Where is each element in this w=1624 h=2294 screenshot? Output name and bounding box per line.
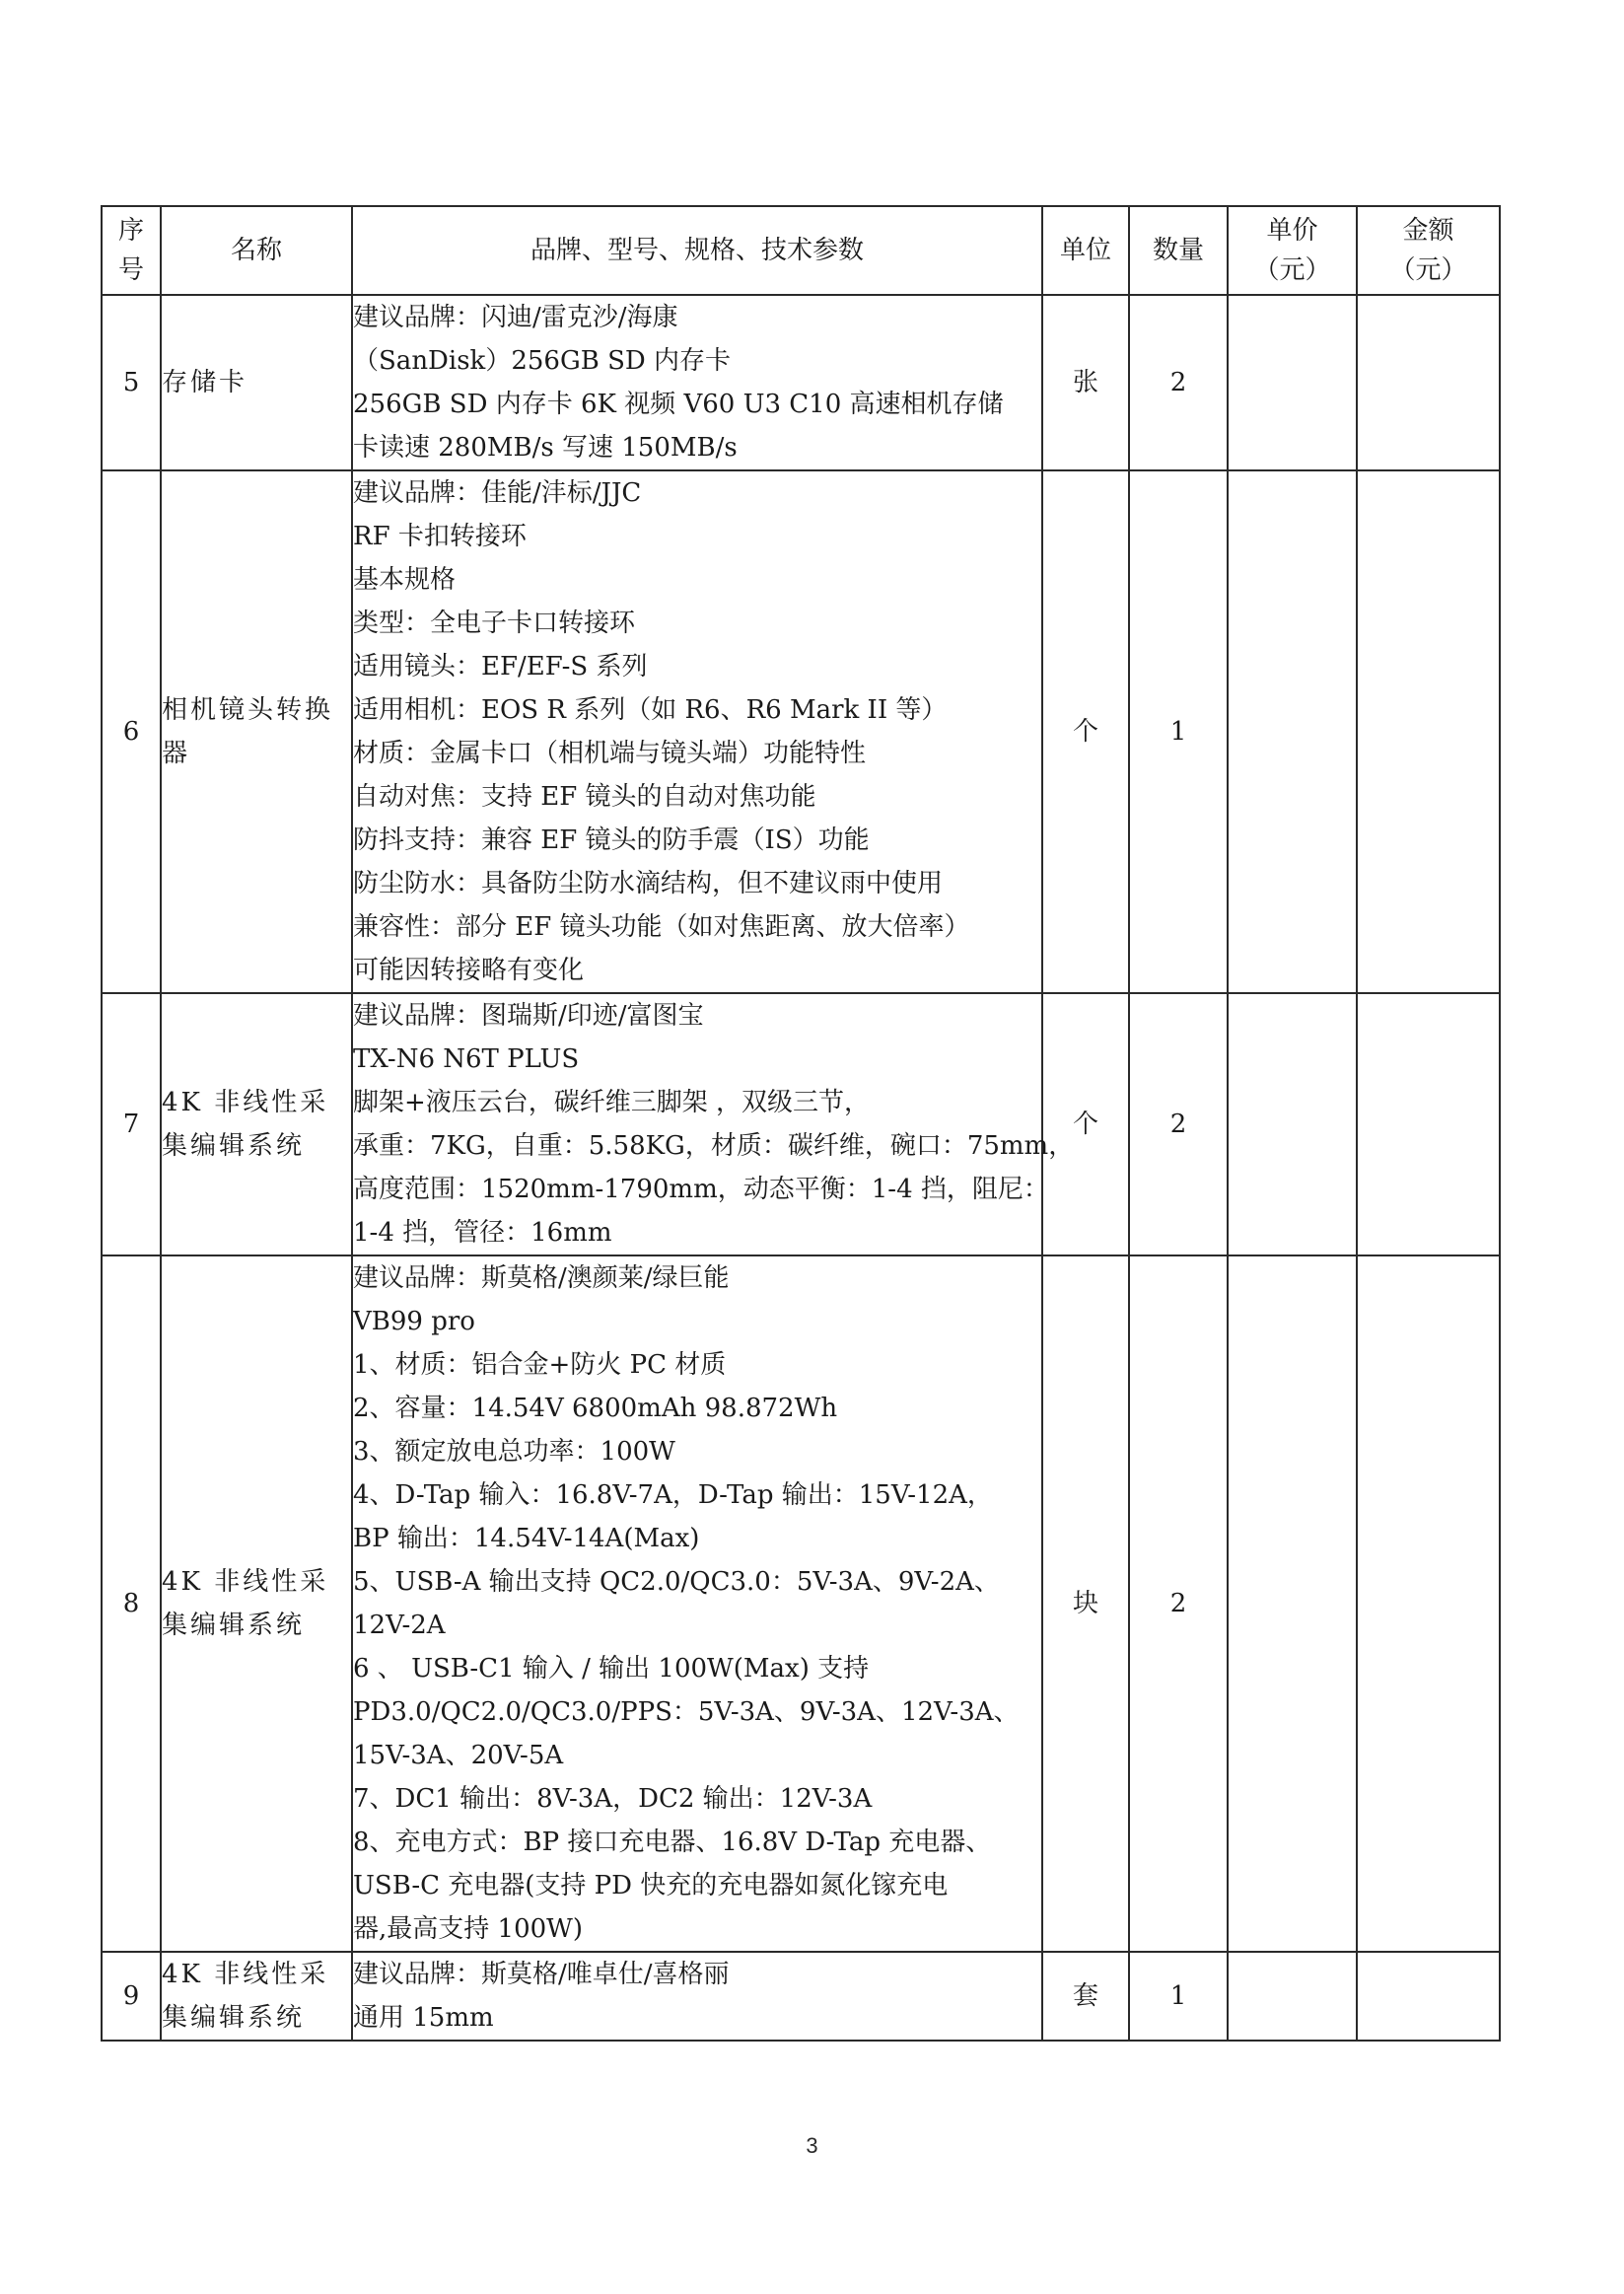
header-amount-line-2: （元） <box>1389 255 1467 285</box>
table-row <box>102 470 1500 993</box>
header-quantity: 数量 <box>1129 206 1228 295</box>
row-spec <box>352 1255 1042 1952</box>
procurement-spec-table <box>101 205 1501 2042</box>
spec-line: （SanDisk）256GB SD 内存卡 <box>353 346 732 376</box>
spec-line: RF 卡扣转接环 <box>353 522 527 551</box>
header-unit-price-line-2: （元） <box>1253 255 1331 285</box>
row-item-name: 相机镜头转换器 <box>161 470 352 993</box>
spec-line: 建议品牌：斯莫格/澳颜莱/绿巨能 <box>353 1263 730 1293</box>
spec-line: 4、D-Tap 输入：16.8V-7A，D-Tap 输出：15V-12A， <box>353 1480 993 1510</box>
spec-line: 防抖支持：兼容 EF 镜头的防手震（IS）功能 <box>353 825 870 855</box>
row-amount <box>1357 1952 1500 2041</box>
table-row <box>102 993 1500 1255</box>
spec-line: 承重：7KG，自重：5.58KG，材质：碳纤维，碗口：75mm， <box>353 1131 1075 1161</box>
spec-line: 1、材质：铝合金+防火 PC 材质 <box>353 1350 727 1380</box>
row-item-name: 存储卡 <box>161 295 352 470</box>
spec-line: 自动对焦：支持 EF 镜头的自动对焦功能 <box>353 782 816 812</box>
row-spec <box>352 470 1042 993</box>
spec-line: 8、充电方式：BP 接口充电器、16.8V D-Tap 充电器、 <box>353 1828 992 1857</box>
row-serial-number: 7 <box>102 993 161 1255</box>
spec-line: 7、DC1 输出：8V-3A，DC2 输出：12V-3A <box>353 1784 873 1814</box>
header-serial-number <box>102 206 161 295</box>
row-quantity: 1 <box>1129 470 1228 993</box>
spec-line: 3、额定放电总功率：100W <box>353 1437 675 1467</box>
spec-line: VB99 pro <box>353 1307 475 1336</box>
header-unit-price-line-1: 单价 <box>1266 216 1318 246</box>
row-spec <box>352 1952 1042 2041</box>
spec-line: 12V-2A <box>353 1611 446 1640</box>
header-unit: 单位 <box>1042 206 1129 295</box>
row-unit-price <box>1228 470 1357 993</box>
table-row <box>102 1255 1500 1952</box>
spec-line: USB-C 充电器(支持 PD 快充的充电器如氮化镓充电 <box>353 1871 949 1900</box>
row-quantity: 1 <box>1129 1952 1228 2041</box>
spec-line: 建议品牌：佳能/沣标/JJC <box>353 478 642 508</box>
spec-line: 兼容性：部分 EF 镜头功能（如对焦距离、放大倍率） <box>353 912 970 942</box>
row-unit: 个 <box>1042 993 1129 1255</box>
row-unit: 张 <box>1042 295 1129 470</box>
row-quantity: 2 <box>1129 1255 1228 1952</box>
header-serial-number-line-1: 序 <box>117 216 144 246</box>
spec-line: TX-N6 N6T PLUS <box>353 1044 580 1074</box>
row-spec <box>352 295 1042 470</box>
spec-line: PD3.0/QC2.0/QC3.0/PPS：5V-3A、9V-3A、12V-3A、 <box>353 1697 1020 1727</box>
row-quantity: 2 <box>1129 295 1228 470</box>
spec-line: 器,最高支持 100W) <box>353 1914 584 1944</box>
row-unit-price <box>1228 1255 1357 1952</box>
row-amount <box>1357 993 1500 1255</box>
header-serial-number-line-2: 号 <box>117 255 144 285</box>
header-amount-line-1: 金额 <box>1402 216 1454 246</box>
spec-line: 材质：金属卡口（相机端与镜头端）功能特性 <box>353 739 867 768</box>
spec-line: BP 输出：14.54V-14A(Max) <box>353 1524 700 1553</box>
spec-line: 建议品牌：图瑞斯/印迹/富图宝 <box>353 1001 704 1031</box>
row-unit-price <box>1228 993 1357 1255</box>
spec-line: 建议品牌：闪迪/雷克沙/海康 <box>353 303 678 332</box>
spec-line: 脚架+液压云台，碳纤维三脚架 ，双级三节， <box>353 1088 871 1117</box>
spec-line: 适用相机：EOS R 系列（如 R6、R6 Mark II 等） <box>353 695 948 725</box>
spec-line: 1-4 挡，管径：16mm <box>353 1218 612 1248</box>
row-serial-number: 9 <box>102 1952 161 2041</box>
row-serial-number: 8 <box>102 1255 161 1952</box>
table-header-row <box>102 206 1500 295</box>
spec-line: 适用镜头：EF/EF-S 系列 <box>353 652 648 681</box>
row-amount <box>1357 1255 1500 1952</box>
spec-line: 通用 15mm <box>353 2003 494 2033</box>
row-unit: 套 <box>1042 1952 1129 2041</box>
spec-line: 类型：全电子卡口转接环 <box>353 609 636 638</box>
row-unit-price <box>1228 1952 1357 2041</box>
spec-line: 6 、 USB-C1 输入 / 输出 100W(Max) 支持 <box>353 1654 870 1684</box>
spec-line: 可能因转接略有变化 <box>353 956 585 985</box>
table-row <box>102 295 1500 470</box>
header-amount <box>1357 206 1500 295</box>
spec-line: 防尘防水：具备防尘防水滴结构，但不建议雨中使用 <box>353 869 944 898</box>
spec-line: 高度范围：1520mm-1790mm，动态平衡：1-4 挡，阻尼： <box>353 1175 1049 1204</box>
row-item-name: 4K 非线性采集编辑系统 <box>161 993 352 1255</box>
spec-line: 15V-3A、20V-5A <box>353 1741 564 1770</box>
row-quantity: 2 <box>1129 993 1228 1255</box>
row-serial-number: 5 <box>102 295 161 470</box>
row-amount <box>1357 295 1500 470</box>
spec-line: 卡读速 280MB/s 写速 150MB/s <box>353 433 738 463</box>
spec-line: 2、容量：14.54V 6800mAh 98.872Wh <box>353 1394 838 1423</box>
row-unit: 个 <box>1042 470 1129 993</box>
row-spec <box>352 993 1075 1255</box>
header-name: 名称 <box>161 206 352 295</box>
spec-line: 基本规格 <box>353 565 457 595</box>
header-spec: 品牌、型号、规格、技术参数 <box>352 206 1042 295</box>
row-amount <box>1357 470 1500 993</box>
spec-line: 5、USB-A 输出支持 QC2.0/QC3.0：5V-3A、9V-2A、 <box>353 1567 1000 1597</box>
row-item-name: 4K 非线性采集编辑系统 <box>161 1952 352 2041</box>
row-unit-price <box>1228 295 1357 470</box>
spec-line: 256GB SD 内存卡 6K 视频 V60 U3 C10 高速相机存储 <box>353 390 1004 419</box>
table-row <box>102 1952 1500 2041</box>
page-number: 3 <box>806 2133 818 2158</box>
row-serial-number: 6 <box>102 470 161 993</box>
header-unit-price <box>1228 206 1357 295</box>
row-item-name: 4K 非线性采集编辑系统 <box>161 1255 352 1952</box>
spec-line: 建议品牌：斯莫格/唯卓仕/喜格丽 <box>353 1960 730 1989</box>
row-unit: 块 <box>1042 1255 1129 1952</box>
